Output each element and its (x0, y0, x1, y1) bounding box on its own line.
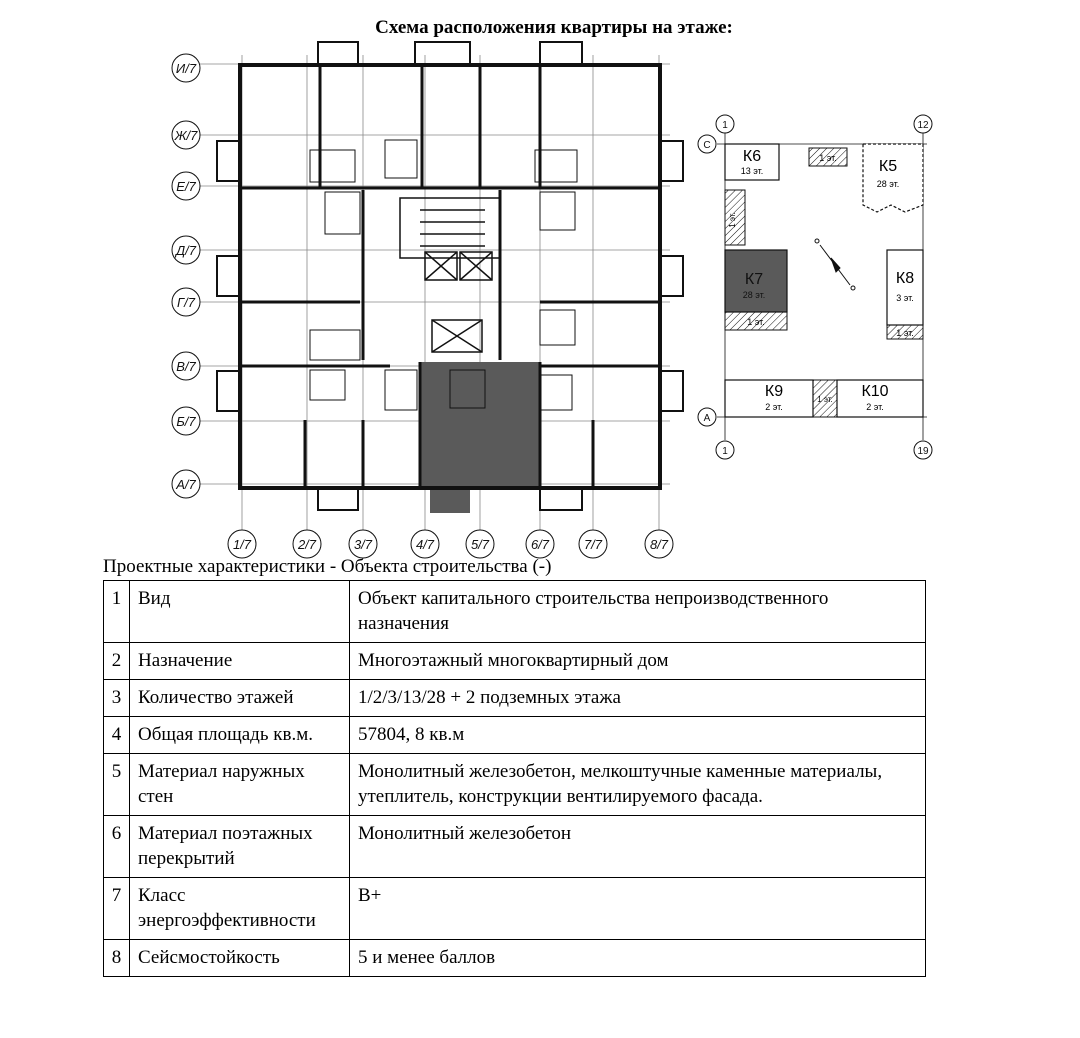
table-row (104, 581, 926, 643)
axis-label: 1 (722, 446, 728, 457)
axis-label: Ж/7 (174, 128, 198, 143)
table-row (104, 680, 926, 717)
axis-row-7 (172, 407, 200, 435)
annex-floors: 1 эт. (747, 317, 765, 327)
axis-label: И/7 (175, 61, 197, 76)
row-number: 5 (104, 754, 130, 816)
axis-label: 4/7 (415, 537, 435, 552)
row-number: 4 (104, 717, 130, 754)
k10-label: К10 (861, 383, 889, 400)
site-plan (695, 110, 940, 465)
property-value: Монолитный железобетон, мелкоштучные каменные материалы, утеплитель, конструкции вентилируемого фасада. (350, 754, 926, 816)
k7-label: К7 (744, 271, 764, 288)
row-number: 6 (104, 816, 130, 878)
axis-label: 7/7 (583, 537, 603, 552)
property-name: Назначение (130, 643, 350, 680)
axis-col-6 (526, 530, 554, 558)
axis-label: 2/7 (297, 537, 317, 552)
annex-floors: 1 эт. (896, 328, 914, 338)
axis-label: Б/7 (176, 414, 196, 429)
row-number: 1 (104, 581, 130, 643)
axis-label: А (703, 413, 711, 424)
k6-label: К6 (742, 148, 762, 165)
table-row (104, 878, 926, 940)
axis-label: С (703, 140, 711, 151)
property-value: 1/2/3/13/28 + 2 подземных этажа (350, 680, 926, 717)
axis-label: 3/7 (353, 537, 373, 552)
k5-floors: 28 эт. (876, 179, 900, 189)
table-row (104, 816, 926, 878)
annex-floors: 1 эт. (817, 395, 833, 404)
table-caption: Проектные характеристики - Объекта строительства (-) (103, 556, 552, 577)
row-number: 2 (104, 643, 130, 680)
annex-floors: 1 эт. (819, 153, 837, 163)
axis-col-3 (349, 530, 377, 558)
axis-row-2 (172, 121, 200, 149)
property-value: В+ (350, 878, 926, 940)
axis-col-2 (293, 530, 321, 558)
table-row (104, 754, 926, 816)
axis-row-3 (172, 172, 200, 200)
k9-label: К9 (764, 383, 784, 400)
axis-row-6 (172, 352, 200, 380)
axis-label: Д/7 (176, 243, 196, 258)
axis-label: 5/7 (470, 537, 490, 552)
property-name: Вид (130, 581, 350, 643)
row-number: 8 (104, 940, 130, 977)
axis-label: Г/7 (177, 295, 195, 310)
property-value: Многоэтажный многоквартирный дом (350, 643, 926, 680)
axis-col-5 (466, 530, 494, 558)
properties-table (103, 580, 926, 977)
property-name: Материал поэтажных перекрытий (130, 816, 350, 878)
axis-label: А/7 (176, 477, 196, 492)
plan-title: Схема расположения квартиры на этаже: (375, 17, 733, 38)
axis-label: Е/7 (176, 179, 196, 194)
table-row (104, 643, 926, 680)
property-value: Монолитный железобетон (350, 816, 926, 878)
axis-label: 6/7 (530, 537, 550, 552)
property-name: Количество этажей (130, 680, 350, 717)
axis-row-8 (172, 470, 200, 498)
axis-label: 19 (917, 446, 929, 457)
property-name: Сейсмостойкость (130, 940, 350, 977)
k10-floors: 2 эт. (866, 402, 884, 412)
property-value: Объект капитального строительства непроизводственного назначения (350, 581, 926, 643)
row-number: 7 (104, 878, 130, 940)
k9-floors: 2 эт. (765, 402, 783, 412)
axis-row-1 (172, 54, 200, 82)
table-row (104, 940, 926, 977)
k6-floors: 13 эт. (740, 166, 764, 176)
axis-label: В/7 (176, 359, 196, 374)
floor-plan (160, 40, 700, 562)
k5-label: К5 (878, 158, 898, 175)
axis-row-5 (172, 288, 200, 316)
axis-col-8 (645, 530, 673, 558)
table-row (104, 717, 926, 754)
k8-floors: 3 эт. (896, 293, 914, 303)
property-value: 57804, 8 кв.м (350, 717, 926, 754)
axis-label: 1/7 (232, 537, 252, 552)
k8-label: К8 (895, 270, 915, 287)
axis-col-4 (411, 530, 439, 558)
axis-label: 8/7 (649, 537, 669, 552)
annex-floors: 1 эт. (728, 212, 737, 228)
axis-col-7 (579, 530, 607, 558)
axis-label: 1 (722, 120, 728, 131)
axis-label: 12 (917, 120, 929, 131)
row-number: 3 (104, 680, 130, 717)
compass-icon (815, 239, 855, 290)
k7-floors: 28 эт. (742, 290, 766, 300)
property-name: Общая площадь кв.м. (130, 717, 350, 754)
property-value: 5 и менее баллов (350, 940, 926, 977)
property-name: Класс энергоэффективности (130, 878, 350, 940)
axis-row-4 (172, 236, 200, 264)
axis-col-1 (228, 530, 256, 558)
property-name: Материал наружных стен (130, 754, 350, 816)
